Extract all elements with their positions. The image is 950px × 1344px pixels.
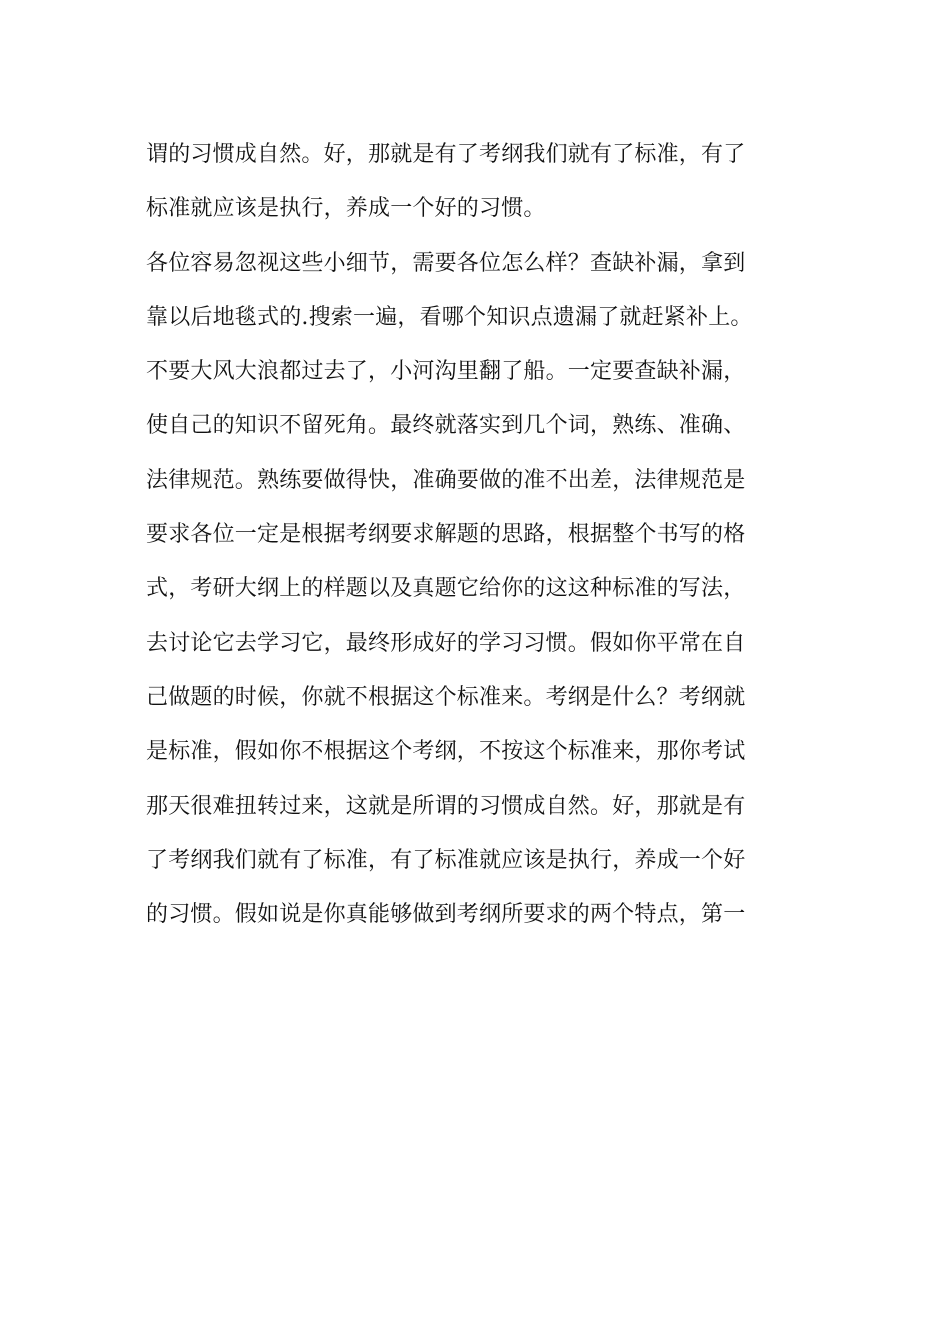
text-line: 己做题的时候，你就不根据这个标准来。考纲是什么？考纲就: [146, 684, 746, 710]
text-line: 要求各位一定是根据考纲要求解题的思路，根据整个书写的格: [146, 522, 746, 548]
text-line: 不要大风大浪都过去了，小河沟里翻了船。一定要查缺补漏，: [146, 359, 746, 385]
text-line: 是标准，假如你不根据这个考纲，不按这个标准来，那你考试: [146, 739, 746, 765]
text-line: 了考纲我们就有了标准，有了标准就应该是执行，养成一个好: [146, 847, 746, 873]
text-line: 谓的习惯成自然。好，那就是有了考纲我们就有了标准，有了: [146, 142, 746, 167]
text-line: 去讨论它去学习它，最终形成好的学习习惯。假如你平常在自: [146, 630, 746, 656]
text-line: 那天很难扭转过来，这就是所谓的习惯成自然。好，那就是有: [146, 793, 746, 819]
text-line: 式，考研大纲上的样题以及真题它给你的这这种标准的写法，: [146, 576, 746, 602]
body-text: [146, 128, 806, 942]
text-line: 标准就应该是执行，养成一个好的习惯。: [146, 196, 546, 222]
text-line: 各位容易忽视这些小细节，需要各位怎么样？查缺补漏，拿到: [146, 250, 746, 276]
text-line: 法律规范。熟练要做得快，准确要做的准不出差，法律规范是: [146, 467, 746, 493]
text-line: 靠以后地毯式的.搜索一遍，看哪个知识点遗漏了就赶紧补上。: [146, 304, 753, 330]
text-line: 使自己的知识不留死角。最终就落实到几个词，熟练、准确、: [146, 413, 746, 439]
text-line: 的习惯。假如说是你真能够做到考纲所要求的两个特点，第一: [146, 902, 746, 928]
